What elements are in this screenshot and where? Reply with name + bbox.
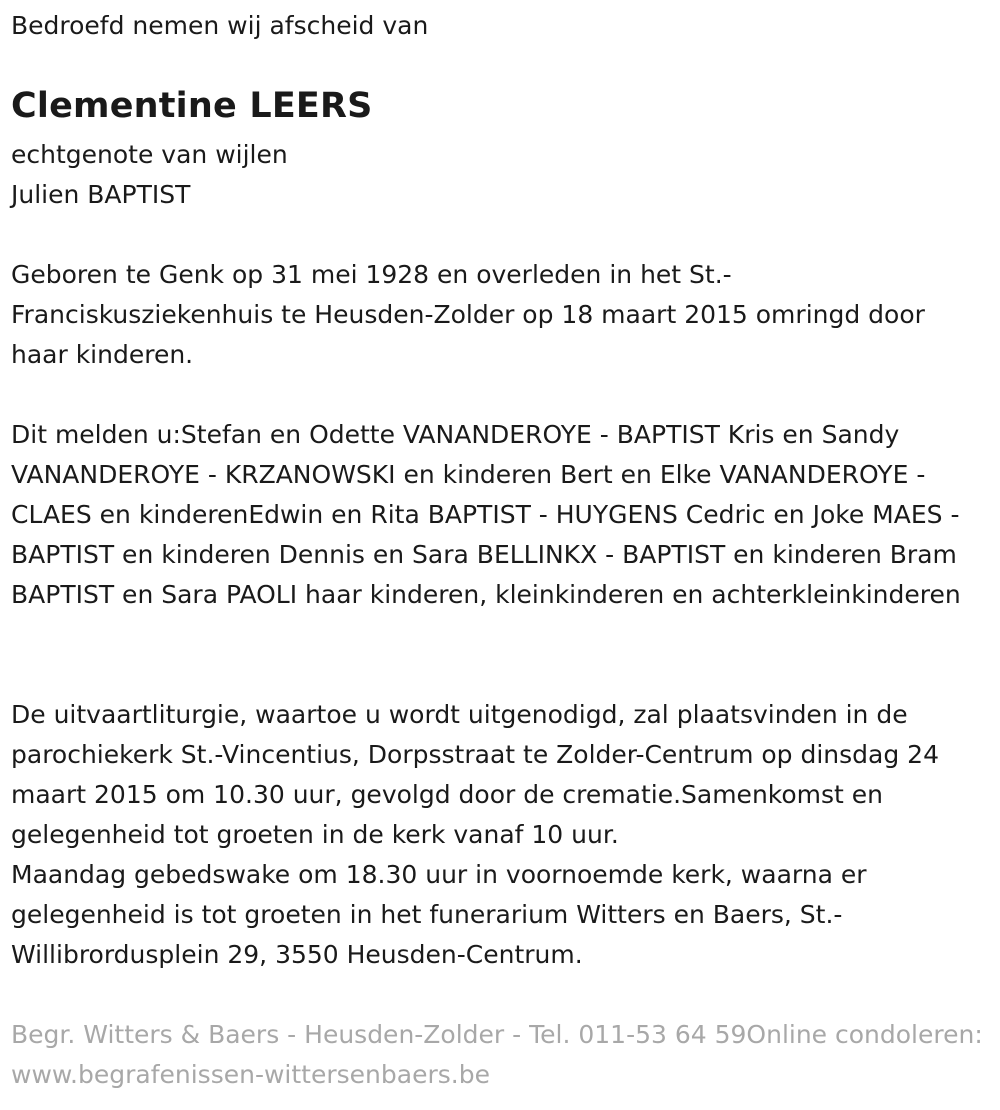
spouse-block bbox=[11, 135, 288, 215]
spouse-name: Julien BAPTIST bbox=[11, 180, 191, 209]
funeral-paragraph: De uitvaartliturgie, waartoe u wordt uitgenodigd, zal plaatsvinden in de parochiekerk St.-Vincentius, Dorpsstraat te Zolder-Centrum op dinsdag 24 maart 2015 om 10.30 uur, gevolgd door de crematie.Samenkomst en gelegenheid tot groeten in de kerk vanaf 10 uur. bbox=[11, 700, 939, 849]
funeral-home-footer: Begr. Witters & Baers - Heusden-Zolder - Tel. 011-53 64 59Online condoleren: www.begrafenissen-wittersenbaers.be bbox=[11, 1020, 983, 1089]
family-announcement-paragraph: Dit melden u:Stefan en Odette VANANDEROYE - BAPTIST Kris en Sandy VANANDEROYE - KRZANOWSKI en kinderen Bert en Elke VANANDEROYE - CLAES en kinderenEdwin en Rita BAPTIST - HUYGENS Cedric en Joke MAES - BAPTIST en kinderen Dennis en Sara BELLINKX - BAPTIST en kinderen Bram BAPTIST en Sara PAOLI haar kinderen, kleinkinderen en achterkleinkinderen bbox=[11, 420, 961, 609]
spouse-relation: echtgenote van wijlen bbox=[11, 140, 288, 169]
wake-paragraph: Maandag gebedswake om 18.30 uur in voornoemde kerk, waarna er gelegenheid is tot groeten in het funerarium Witters en Baers, St.-Willibrordusplein 29, 3550 Heusden-Centrum. bbox=[11, 860, 867, 969]
deceased-name: Clementine LEERS bbox=[11, 86, 373, 126]
birth-death-paragraph: Geboren te Genk op 31 mei 1928 en overleden in het St.-Franciskusziekenhuis te Heusden-Zolder op 18 maart 2015 omringd door haar kinderen. bbox=[11, 260, 925, 369]
intro-text: Bedroefd nemen wij afscheid van bbox=[11, 11, 429, 40]
